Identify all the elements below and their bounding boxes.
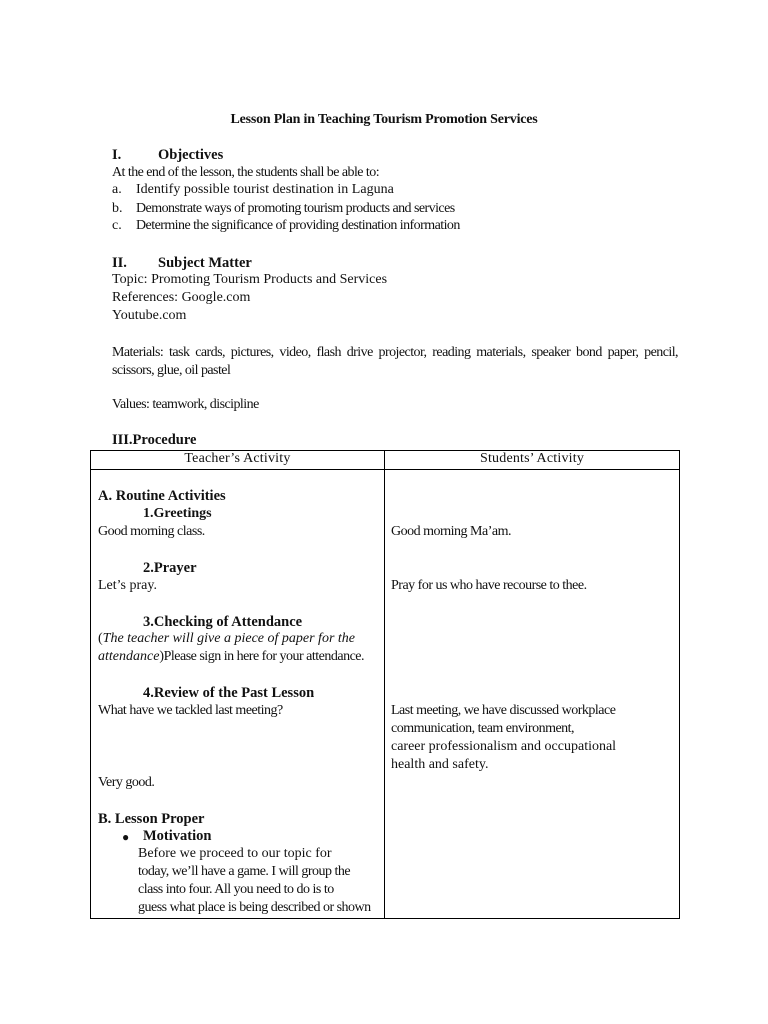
table-row [91, 470, 680, 919]
paren-open: ( [98, 631, 103, 646]
greetings-heading: 1.Greetings [143, 506, 212, 521]
motivation-line: class into four. All you need to do is to [138, 882, 334, 897]
section-number: I. [112, 147, 122, 163]
section-number: II. [112, 255, 127, 271]
attendance-instruction-italic: The teacher will give a piece of paper for the [102, 631, 355, 646]
teacher-column-header: Teacher’s Activity [91, 451, 385, 470]
review-question: What have we tackled last meeting? [98, 703, 283, 718]
attendance-text-line1 [98, 631, 355, 647]
section-title: Subject Matter [158, 255, 252, 271]
prayer-heading: 2.Prayer [143, 560, 197, 576]
objective-item [112, 201, 455, 217]
lesson-proper-heading: B. Lesson Proper [98, 811, 205, 827]
review-reply-line: health and safety. [391, 757, 489, 772]
objective-text: Demonstrate ways of promoting tourism products and services [136, 201, 455, 216]
procedure-table [90, 450, 680, 919]
review-heading: 4.Review of the Past Lesson [143, 685, 315, 701]
objective-text: Identify possible tourist destination in Laguna [136, 182, 394, 197]
objective-letter: c. [112, 218, 122, 233]
references-line: References: Google.com [112, 290, 251, 305]
review-reply-line: career professionalism and occupational [391, 739, 617, 754]
objectives-intro: At the end of the lesson, the students shall be able to: [112, 165, 380, 180]
objective-item [112, 182, 394, 198]
very-good-text: Very good. [98, 775, 155, 790]
section-title: Objectives [158, 147, 224, 163]
procedure-heading: III.Procedure [112, 432, 197, 448]
motivation-line: today, we’ll have a game. I will group the [138, 864, 351, 879]
topic-line: Topic: Promoting Tourism Products and Services [112, 272, 388, 287]
routine-activities-heading: A. Routine Activities [98, 488, 226, 504]
attendance-instruction: )Please sign in here for your attendance. [159, 649, 365, 664]
references-line-2: Youtube.com [112, 308, 187, 323]
objective-text: Determine the significance of providing destination information [136, 218, 460, 233]
motivation-line: guess what place is being described or shown [138, 900, 371, 915]
objective-letter: a. [112, 182, 122, 197]
teacher-activity-cell [91, 470, 385, 919]
greeting-reply: Good morning Ma’am. [391, 524, 511, 539]
prayer-reply: Pray for us who have recourse to thee. [391, 578, 587, 593]
bullet-icon: ● [122, 830, 130, 844]
materials-paragraph: Materials: task cards, pictures, video, flash drive projector, reading materials, speaker bond paper, pencil, scissors, glue, oil pastel [112, 345, 678, 378]
students-column-header: Students’ Activity [385, 451, 680, 470]
attendance-italic-word: attendance [98, 649, 160, 664]
table-header-row [91, 451, 680, 470]
motivation-line: Before we proceed to our topic for [138, 846, 332, 861]
subject-matter-heading [112, 255, 252, 272]
objectives-heading [112, 147, 223, 164]
prayer-text: Let’s pray. [98, 578, 157, 593]
review-reply-line: communication, team environment, [391, 721, 575, 736]
motivation-heading: Motivation [143, 828, 212, 844]
document-title: Lesson Plan in Teaching Tourism Promotion Services [230, 112, 538, 127]
review-reply-line: Last meeting, we have discussed workplace [391, 703, 616, 718]
values-line: Values: teamwork, discipline [112, 397, 259, 412]
objective-item [112, 218, 460, 234]
attendance-text-line2 [98, 649, 364, 665]
objective-letter: b. [112, 201, 123, 216]
students-activity-cell [385, 470, 680, 919]
greetings-text: Good morning class. [98, 524, 205, 539]
attendance-heading: 3.Checking of Attendance [143, 614, 303, 630]
